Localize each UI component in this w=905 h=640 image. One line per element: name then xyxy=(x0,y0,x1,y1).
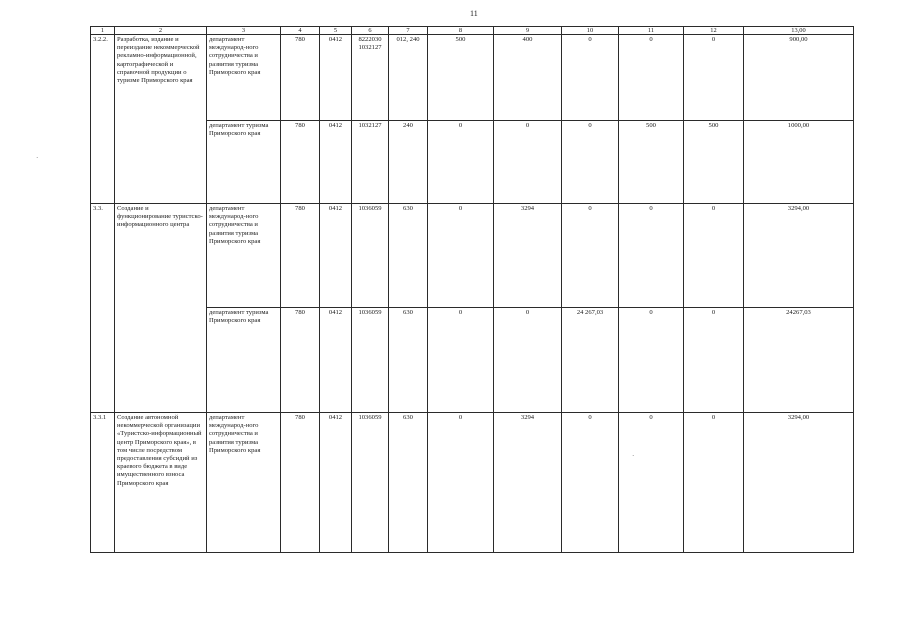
column-number: 6 xyxy=(352,27,389,35)
column-number: 13,00 xyxy=(744,27,854,35)
cell-value: 500 xyxy=(428,35,494,121)
cell-value: 8222030 1032127 xyxy=(352,35,389,121)
column-number-row xyxy=(91,27,854,35)
cell-value: 0412 xyxy=(320,413,352,553)
column-number: 1 xyxy=(91,27,115,35)
cell-value: 630 xyxy=(389,308,428,413)
cell-value: 0412 xyxy=(320,35,352,121)
table-row xyxy=(91,35,854,121)
cell-value: 780 xyxy=(281,413,320,553)
cell-value: 0 xyxy=(428,204,494,308)
item-number: 3.3.1 xyxy=(91,413,115,553)
column-number: 4 xyxy=(281,27,320,35)
item-number: 3.3. xyxy=(91,204,115,413)
cell-value: 0 xyxy=(562,413,619,553)
cell-value: 0 xyxy=(684,308,744,413)
cell-value: 0 xyxy=(684,204,744,308)
cell-total: 24267,03 xyxy=(744,308,854,413)
page-number: 11 xyxy=(470,9,478,18)
executor: департамент международ-ного сотрудничества и развития туризма Приморского края xyxy=(207,35,281,121)
cell-value: 3294 xyxy=(494,413,562,553)
cell-total: 3294,00 xyxy=(744,204,854,308)
cell-value: 0412 xyxy=(320,308,352,413)
cell-value: 400 xyxy=(494,35,562,121)
column-number: 8 xyxy=(428,27,494,35)
item-name: Разработка, издание и переиздание некоммерческой рекламно-информационной, картографической и справочной продукции о туризме Приморского края xyxy=(115,35,207,204)
scan-speck: · xyxy=(632,452,635,460)
cell-value: 0 xyxy=(494,308,562,413)
cell-value: 0 xyxy=(619,413,684,553)
table-row xyxy=(91,204,854,308)
cell-value: 3294 xyxy=(494,204,562,308)
scan-speck: · xyxy=(36,154,39,162)
cell-value: 780 xyxy=(281,121,320,204)
cell-value: 780 xyxy=(281,308,320,413)
cell-value: 0 xyxy=(428,308,494,413)
table-row xyxy=(91,413,854,553)
cell-value: 0 xyxy=(562,204,619,308)
cell-value: 0 xyxy=(619,204,684,308)
cell-value: 500 xyxy=(619,121,684,204)
item-name: Создание и функционирование туристско-информационного центра xyxy=(115,204,207,413)
cell-value: 1036059 xyxy=(352,204,389,308)
column-number: 7 xyxy=(389,27,428,35)
cell-total: 1000,00 xyxy=(744,121,854,204)
cell-value: 0 xyxy=(494,121,562,204)
column-number: 3 xyxy=(207,27,281,35)
cell-value: 1036059 xyxy=(352,413,389,553)
column-number: 12 xyxy=(684,27,744,35)
cell-value: 0 xyxy=(562,121,619,204)
cell-value: 0412 xyxy=(320,204,352,308)
budget-table xyxy=(90,26,854,553)
item-name: Создание автономной некоммерческой организации «Туристско-информационный центр Приморского края», в том числе посредством предоставления субсидий из краевого бюджета в виде имущественного взноса Приморского края xyxy=(115,413,207,553)
cell-value: 0 xyxy=(562,35,619,121)
cell-value: 0 xyxy=(684,35,744,121)
cell-value: 780 xyxy=(281,204,320,308)
cell-value: 24 267,03 xyxy=(562,308,619,413)
cell-value: 630 xyxy=(389,413,428,553)
cell-total: 900,00 xyxy=(744,35,854,121)
column-number: 9 xyxy=(494,27,562,35)
cell-value: 630 xyxy=(389,204,428,308)
cell-value: 1036059 xyxy=(352,308,389,413)
cell-value: 0 xyxy=(619,35,684,121)
executor: департамент туризма Приморского края xyxy=(207,121,281,204)
executor: департамент международ-ного сотрудничества и развития туризма Приморского края xyxy=(207,204,281,308)
column-number: 2 xyxy=(115,27,207,35)
cell-value: 012, 240 xyxy=(389,35,428,121)
column-number: 11 xyxy=(619,27,684,35)
cell-value: 780 xyxy=(281,35,320,121)
cell-value: 500 xyxy=(684,121,744,204)
cell-value: 0 xyxy=(428,121,494,204)
cell-value: 0 xyxy=(684,413,744,553)
cell-value: 0412 xyxy=(320,121,352,204)
executor: департамент международ-ного сотрудничества и развития туризма Приморского края xyxy=(207,413,281,553)
column-number: 10 xyxy=(562,27,619,35)
cell-value: 240 xyxy=(389,121,428,204)
cell-total: 3294,00 xyxy=(744,413,854,553)
executor: департамент туризма Приморского края xyxy=(207,308,281,413)
cell-value: 0 xyxy=(428,413,494,553)
cell-value: 1032127 xyxy=(352,121,389,204)
column-number: 5 xyxy=(320,27,352,35)
cell-value: 0 xyxy=(619,308,684,413)
item-number: 3.2.2. xyxy=(91,35,115,204)
